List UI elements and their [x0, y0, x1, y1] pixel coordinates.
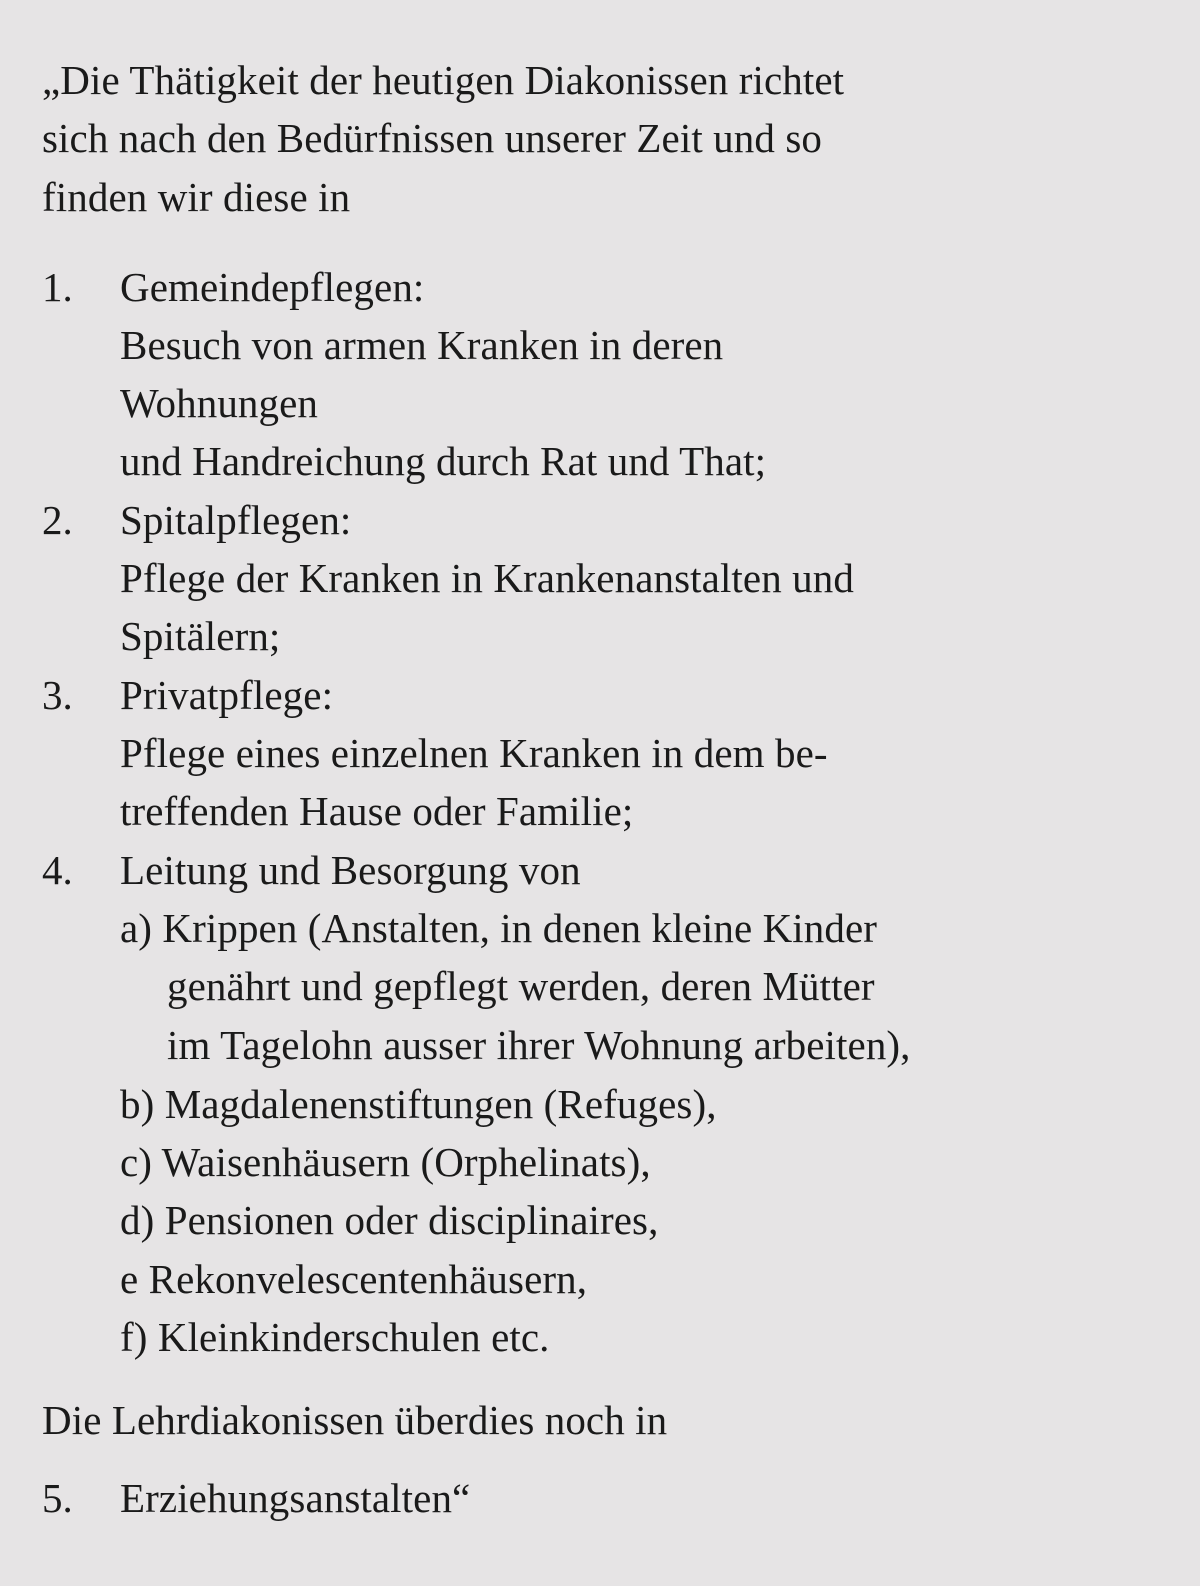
item-5-text: Erziehungsanstalten“: [120, 1475, 471, 1521]
item-4-number: 4.: [42, 847, 73, 893]
item-4-heading: Leitung und Besorgung von: [120, 847, 581, 893]
item-1-number: 1.: [42, 264, 73, 310]
item-3-heading: Privatpflege:: [120, 672, 334, 718]
closing-line: Die Lehrdiakonissen überdies noch in: [42, 1397, 668, 1443]
intro-line-1: „Die Thätigkeit der heutigen Diakonissen richtet: [42, 57, 845, 103]
item-3-line-2: Pflege eines einzelnen Kranken in dem be-: [120, 730, 828, 776]
item-4c: c) Waisenhäusern (Orphelinats),: [120, 1139, 651, 1185]
item-3-line-3: treffenden Hause oder Familie;: [120, 788, 634, 834]
item-3-number: 3.: [42, 672, 73, 718]
item-4d: d) Pensionen oder disciplinaires,: [120, 1197, 659, 1243]
item-1-line-4: und Handreichung durch Rat und That;: [120, 438, 767, 484]
item-4b: b) Magdalenenstiftungen (Refuges),: [120, 1081, 717, 1127]
item-4a-line-1: a) Krippen (Anstalten, in denen kleine Kinder: [120, 905, 878, 951]
item-4a-line-2: genährt und gepflegt werden, deren Mütter: [167, 963, 875, 1009]
item-2-line-2: Pflege der Kranken in Krankenanstalten und: [120, 555, 854, 601]
intro-line-3: finden wir diese in: [42, 174, 351, 220]
item-5-number: 5.: [42, 1475, 73, 1521]
item-4a-line-3: im Tagelohn ausser ihrer Wohnung arbeiten),: [167, 1022, 911, 1068]
item-4f: f) Kleinkinderschulen etc.: [120, 1314, 550, 1360]
item-2-line-3: Spitälern;: [120, 613, 281, 659]
item-4e: e Rekonvelescentenhäusern,: [120, 1256, 588, 1302]
item-1-line-2: Besuch von armen Kranken in deren: [120, 322, 724, 368]
intro-line-2: sich nach den Bedürfnissen unserer Zeit und so: [42, 115, 822, 161]
item-1-heading: Gemeindepflegen:: [120, 264, 425, 310]
item-2-number: 2.: [42, 497, 73, 543]
item-1-line-3: Wohnungen: [120, 380, 319, 426]
item-2-heading: Spitalpflegen:: [120, 497, 352, 543]
